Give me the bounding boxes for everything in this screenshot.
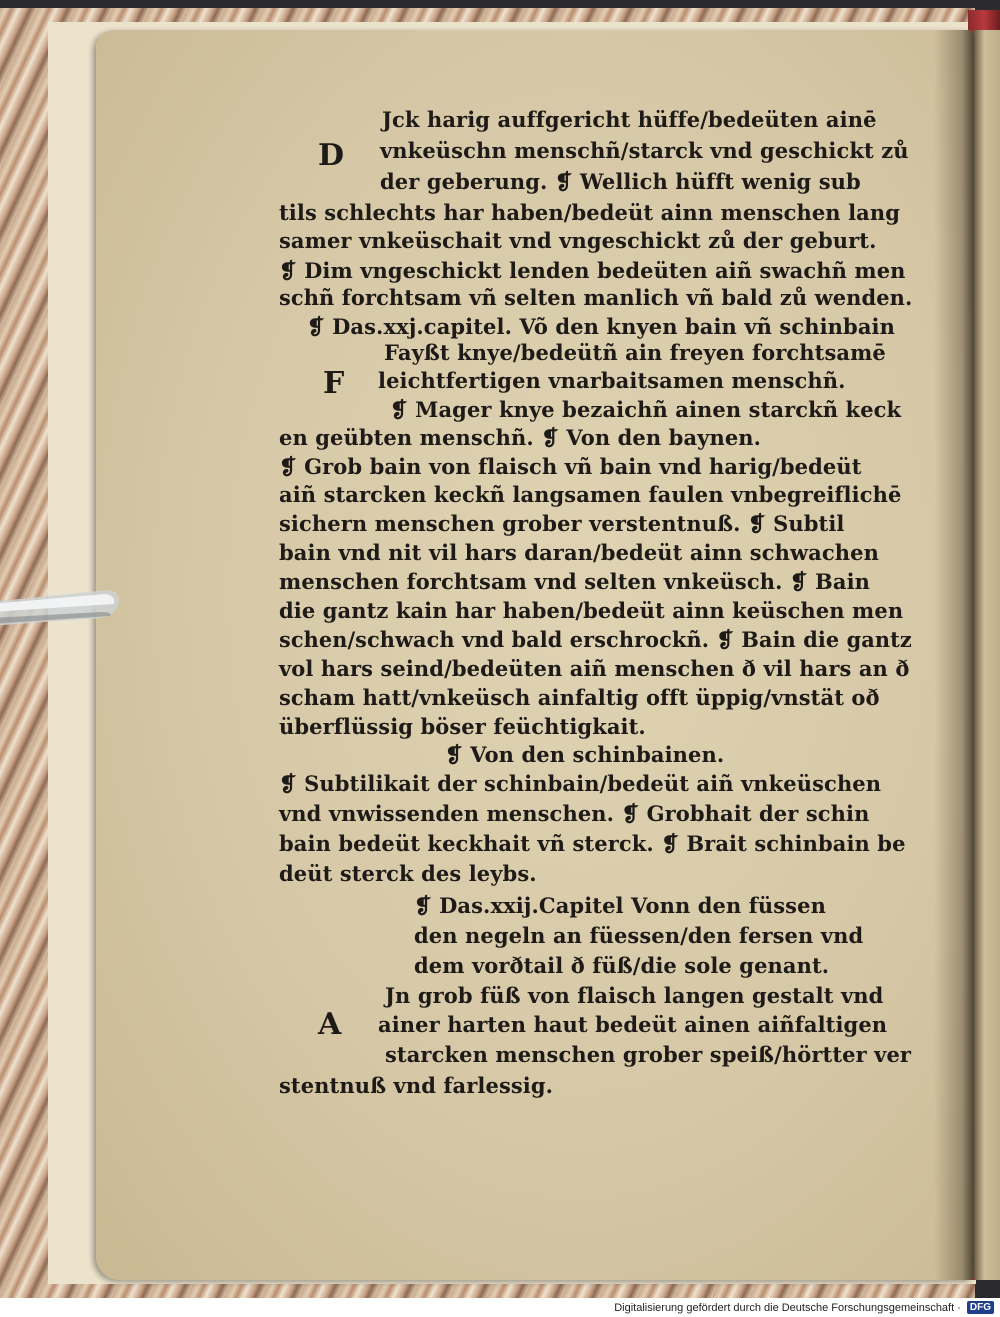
text-line: ❡ Subtilikait der schinbain/bedeüt aiñ vnkeüschen (279, 771, 882, 796)
text-line: ainer harten haut bedeüt ainen aiñfaltigen (378, 1012, 888, 1037)
text-line: stentnuß vnd farlessig. (279, 1073, 554, 1098)
text-line: Jck harig auffgericht hüffe/bedeüten ainē (382, 107, 877, 132)
text-line: den negeln an füessen/den fersen vnd (414, 923, 864, 948)
initial-letter: F (323, 366, 345, 401)
text-line: bain bedeüt keckhait vñ sterck. ❡ Brait schinbain be (279, 831, 906, 856)
page-gutter-shadow (934, 30, 974, 1280)
text-line: vol hars seind/bedeüten aiñ menschen ð vil hars an ð (279, 656, 910, 681)
section-heading: ❡ Von den schinbainen. (445, 742, 725, 767)
text-line: die gantz kain har haben/bedeüt ainn keüschen men (279, 598, 904, 623)
text-line: dem vorðtail ð füß/die sole genant. (414, 953, 830, 978)
page-clip (0, 582, 130, 638)
text-line: überflüssig böser feüchtigkait. (279, 714, 646, 739)
chapter-heading: ❡ Das.xxij.Capitel Vonn den füssen (414, 893, 826, 918)
text-line: ❡ Grob bain von flaisch vñ bain vnd harig/bedeüt (279, 454, 862, 479)
text-line: tils schlechts har haben/bedeüt ainn menschen lang (279, 200, 901, 225)
facing-leaf-edge (974, 30, 1000, 1280)
text-line: menschen forchtsam vnd selten vnkeüsch. ❡ Bain (279, 569, 871, 594)
text-line: Fayßt knye/bedeütñ ain freyen forchtsamē (384, 340, 886, 365)
chapter-heading: ❡ Das.xxj.capitel. Võ den knyen bain vñ schinbain (307, 314, 895, 339)
text-line: schen/schwach vnd bald erschrockñ. ❡ Bain die gantz (279, 627, 912, 652)
funding-note: Digitalisierung gefördert durch die Deutsche Forschungsgemeinschaft · (614, 1301, 961, 1314)
footer-bar (0, 1298, 1000, 1317)
text-line: deüt sterck des leybs. (279, 861, 537, 886)
dfg-logo: DFG (967, 1301, 994, 1314)
text-line: bain vnd nit vil hars daran/bedeüt ainn schwachen (279, 540, 879, 565)
text-line: leichtfertigen vnarbaitsamen menschñ. (378, 368, 846, 393)
initial-letter: D (318, 138, 345, 173)
text-line: der geberung. ❡ Wellich hüfft wenig sub (380, 169, 861, 194)
text-line: samer vnkeüschait vnd vngeschickt zů der geburt. (279, 228, 877, 253)
text-line: schñ forchtsam vñ selten manlich vñ bald zů wenden. (279, 285, 913, 310)
text-line: ❡ Mager knye bezaichñ ainen starckñ keck (390, 397, 902, 422)
text-line: ❡ Dim vngeschickt lenden bedeüten aiñ swachñ men (279, 258, 906, 283)
text-line: sichern menschen grober verstentnuß. ❡ Subtil (279, 511, 845, 536)
text-line: vnd vnwissenden menschen. ❡ Grobhait der schin (279, 801, 870, 826)
text-line: aiñ starcken keckñ langsamen faulen vnbegreiflichē (279, 482, 902, 507)
text-line: scham hatt/vnkeüsch ainfaltig offt üppig/vnstät oð (279, 685, 880, 710)
text-line: vnkeüschn menschñ/starck vnd geschickt zů (380, 138, 909, 163)
text-line: starcken menschen grober speiß/hörtter ver (385, 1042, 912, 1067)
text-line: Jn grob füß von flaisch langen gestalt vnd (385, 983, 884, 1008)
text-line: en geübten menschñ. ❡ Von den baynen. (279, 425, 762, 450)
initial-letter: A (318, 1007, 342, 1042)
